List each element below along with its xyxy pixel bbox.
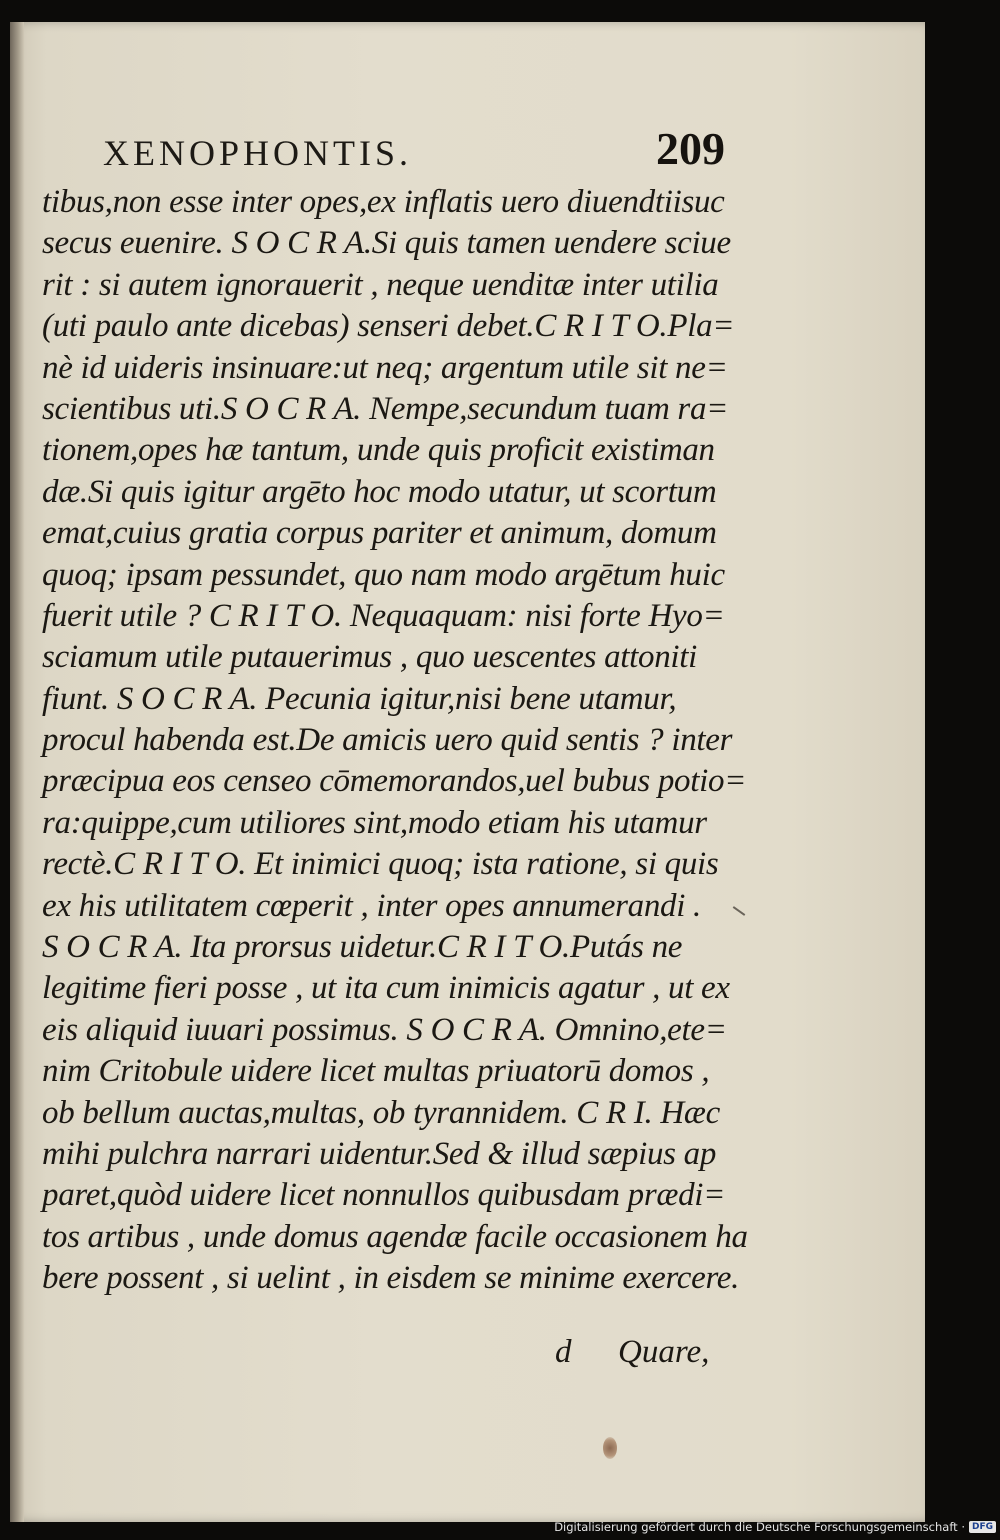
text-line: S O C R A. Ita prorsus uidetur.C R I T O.Putás ne xyxy=(42,929,683,966)
text-line: tibus,non esse inter opes,ex inflatis uero diuendtiisuc xyxy=(42,184,725,220)
dfg-logo: DFG xyxy=(969,1521,996,1533)
text-line: ex his utilitatem cœperit , inter opes annumerandi . xyxy=(42,887,701,924)
catchline xyxy=(10,1334,925,1384)
text-line: scientibus uti.S O C R A. Nempe,secundum tuam ra= xyxy=(42,390,729,427)
page-gutter-shadow xyxy=(10,22,24,1522)
body-text xyxy=(42,182,748,1300)
text-line: nè id uideris insinuare:ut neq; argentum utile sit ne= xyxy=(42,349,728,386)
text-line: legitime fieri posse , ut ita cum inimicis agatur , ut ex xyxy=(42,970,730,1007)
text-line: eis aliquid iuuari possimus. S O C R A. Omnino,ete= xyxy=(42,1011,727,1048)
book-page xyxy=(10,22,925,1522)
text-line: ob bellum auctas,multas, ob tyrannidem. C R I. Hæc xyxy=(42,1094,720,1131)
text-line: nim Critobule uidere licet multas priuatorū domos , xyxy=(42,1053,710,1090)
digitization-credit xyxy=(554,1520,996,1534)
text-line: sciamum utile putauerimus , quo uescentes attoniti xyxy=(42,639,698,676)
running-head: XENOPHONTIS. xyxy=(103,133,412,173)
page-header xyxy=(10,120,925,180)
text-line: fiunt. S O C R A. Pecunia igitur,nisi bene utamur, xyxy=(42,680,677,717)
paper-stain xyxy=(603,1437,617,1459)
signature-mark: d xyxy=(555,1334,572,1370)
text-line: quoq; ipsam pessundet, quo nam modo argētum huic xyxy=(42,556,725,593)
credit-text: Digitalisierung gefördert durch die Deutsche Forschungsgemeinschaft · xyxy=(554,1520,965,1534)
catchword: Quare, xyxy=(618,1334,710,1370)
text-line: tionem,opes hæ tantum, unde quis proficit existiman xyxy=(42,432,715,469)
text-line: præcipua eos censeo cōmemorandos,uel bubus potio= xyxy=(42,763,747,800)
text-line: secus euenire. S O C R A.Si quis tamen uendere sciue xyxy=(42,225,731,262)
text-line: mihi pulchra narrari uidentur.Sed & illud sæpius ap xyxy=(42,1135,717,1172)
text-line: paret,quòd uidere licet nonnullos quibusdam prædi= xyxy=(42,1177,726,1214)
text-line: rectè.C R I T O. Et inimici quoq; ista ratione, si quis xyxy=(42,846,719,883)
page-number: 209 xyxy=(656,123,725,174)
text-line: bere possent , si uelint , in eisdem se minime exercere. xyxy=(42,1260,740,1297)
text-line: dæ.Si quis igitur argēto hoc modo utatur, ut scortum xyxy=(42,473,717,510)
text-line: rit : si autem ignorauerit , neque uenditæ inter utilia xyxy=(42,266,719,303)
text-line: ra:quippe,cum utiliores sint,modo etiam his utamur xyxy=(42,804,707,841)
text-line: tos artibus , unde domus agendæ facile occasionem ha xyxy=(42,1218,748,1255)
text-line: fuerit utile ? C R I T O. Nequaquam: nisi forte Hyo= xyxy=(42,597,725,634)
text-line: emat,cuius gratia corpus pariter et animum, domum xyxy=(42,515,717,552)
text-line: procul habenda est.De amicis uero quid sentis ? inter xyxy=(42,722,733,759)
text-line: (uti paulo ante dicebas) senseri debet.C R I T O.Pla= xyxy=(42,308,735,345)
